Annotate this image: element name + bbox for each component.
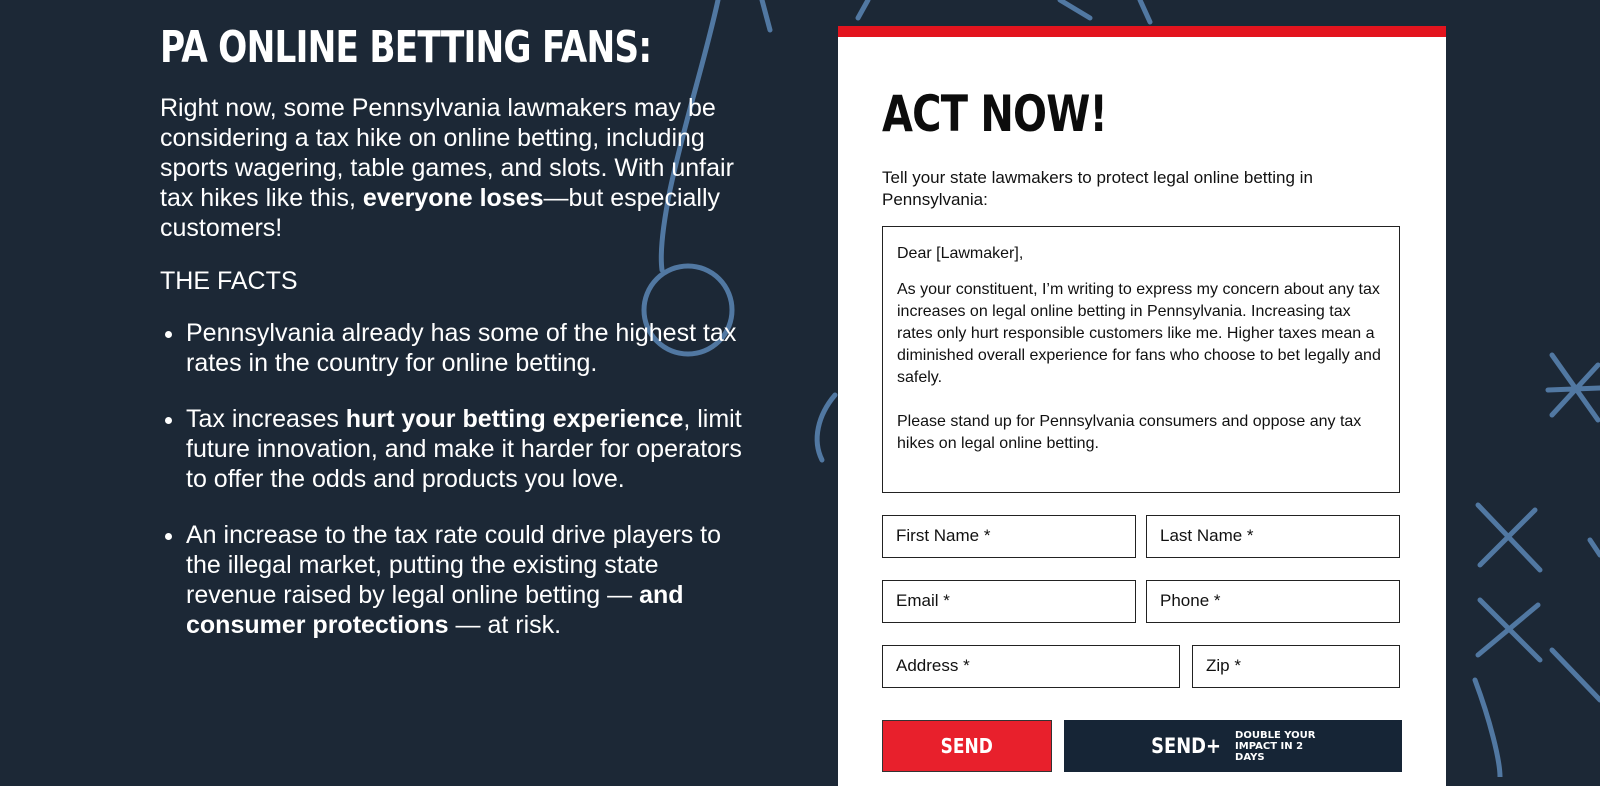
action-form-card bbox=[838, 26, 1446, 786]
facts-list bbox=[160, 318, 770, 640]
phone-field[interactable]: Phone * bbox=[1146, 580, 1400, 623]
fact-item bbox=[186, 318, 746, 378]
first-name-field[interactable]: First Name * bbox=[882, 515, 1136, 558]
letter-paragraph-2: Please stand up for Pennsylvania consumers and oppose any tax hikes on legal online betting. bbox=[897, 413, 1362, 452]
fact-item bbox=[186, 404, 746, 494]
send-button-label: SEND bbox=[940, 734, 994, 758]
fact-text-bold: and consumer protections bbox=[186, 581, 684, 639]
form-title: ACT NOW! bbox=[882, 85, 1107, 143]
fact-text-pre: An increase to the tax rate could drive players to the illegal market, putting the existing state revenue raised by legal online betting — bbox=[186, 521, 722, 609]
fact-text-post: , limit future innovation, and make it harder for operators to offer the odds and products you love. bbox=[186, 405, 742, 493]
intro-paragraph bbox=[160, 93, 770, 243]
send-plus-sublabel: DOUBLE YOUR IMPACT IN 2 DAYS bbox=[1235, 729, 1316, 763]
intro-text-2: —but especially customers! bbox=[160, 184, 721, 242]
intro-bold: everyone loses bbox=[362, 184, 544, 212]
fact-text-bold: hurt your betting experience bbox=[345, 405, 684, 433]
last-name-field[interactable]: Last Name * bbox=[1146, 515, 1400, 558]
headline: PA ONLINE BETTING FANS: bbox=[160, 22, 652, 73]
email-field[interactable]: Email * bbox=[882, 580, 1136, 623]
fact-item bbox=[186, 520, 746, 640]
letter-paragraph-1: As your constituent, I’m writing to express my concern about any tax increases on legal online betting in Pennsylvania. Increasing tax rates only hurt responsible customers like me. Higher taxes mean a diminished overall experience for fans who choose to bet legally and safely. bbox=[897, 281, 1381, 386]
letter-greeting: Dear [Lawmaker], bbox=[897, 245, 1024, 262]
left-content bbox=[160, 22, 770, 666]
zip-field[interactable]: Zip * bbox=[1192, 645, 1400, 688]
address-field[interactable]: Address * bbox=[882, 645, 1180, 688]
fact-text-pre: Tax increases bbox=[186, 405, 346, 433]
send-button[interactable] bbox=[882, 720, 1052, 772]
send-plus-label: SEND+ bbox=[1151, 734, 1221, 758]
send-plus-button[interactable] bbox=[1064, 720, 1402, 772]
fact-text-post: — at risk. bbox=[448, 611, 562, 639]
fact-text: Pennsylvania already has some of the highest tax rates in the country for online betting. bbox=[186, 319, 737, 377]
form-subtitle: Tell your state lawmakers to protect legal online betting in Pennsylvania: bbox=[882, 168, 1313, 209]
facts-heading: THE FACTS bbox=[160, 267, 298, 295]
intro-text-1: Right now, some Pennsylvania lawmakers may be considering a tax hike on online betting, including sports wagering, table games, and slots. With unfair tax hikes like this, bbox=[160, 94, 734, 212]
letter-textarea[interactable] bbox=[882, 226, 1400, 493]
